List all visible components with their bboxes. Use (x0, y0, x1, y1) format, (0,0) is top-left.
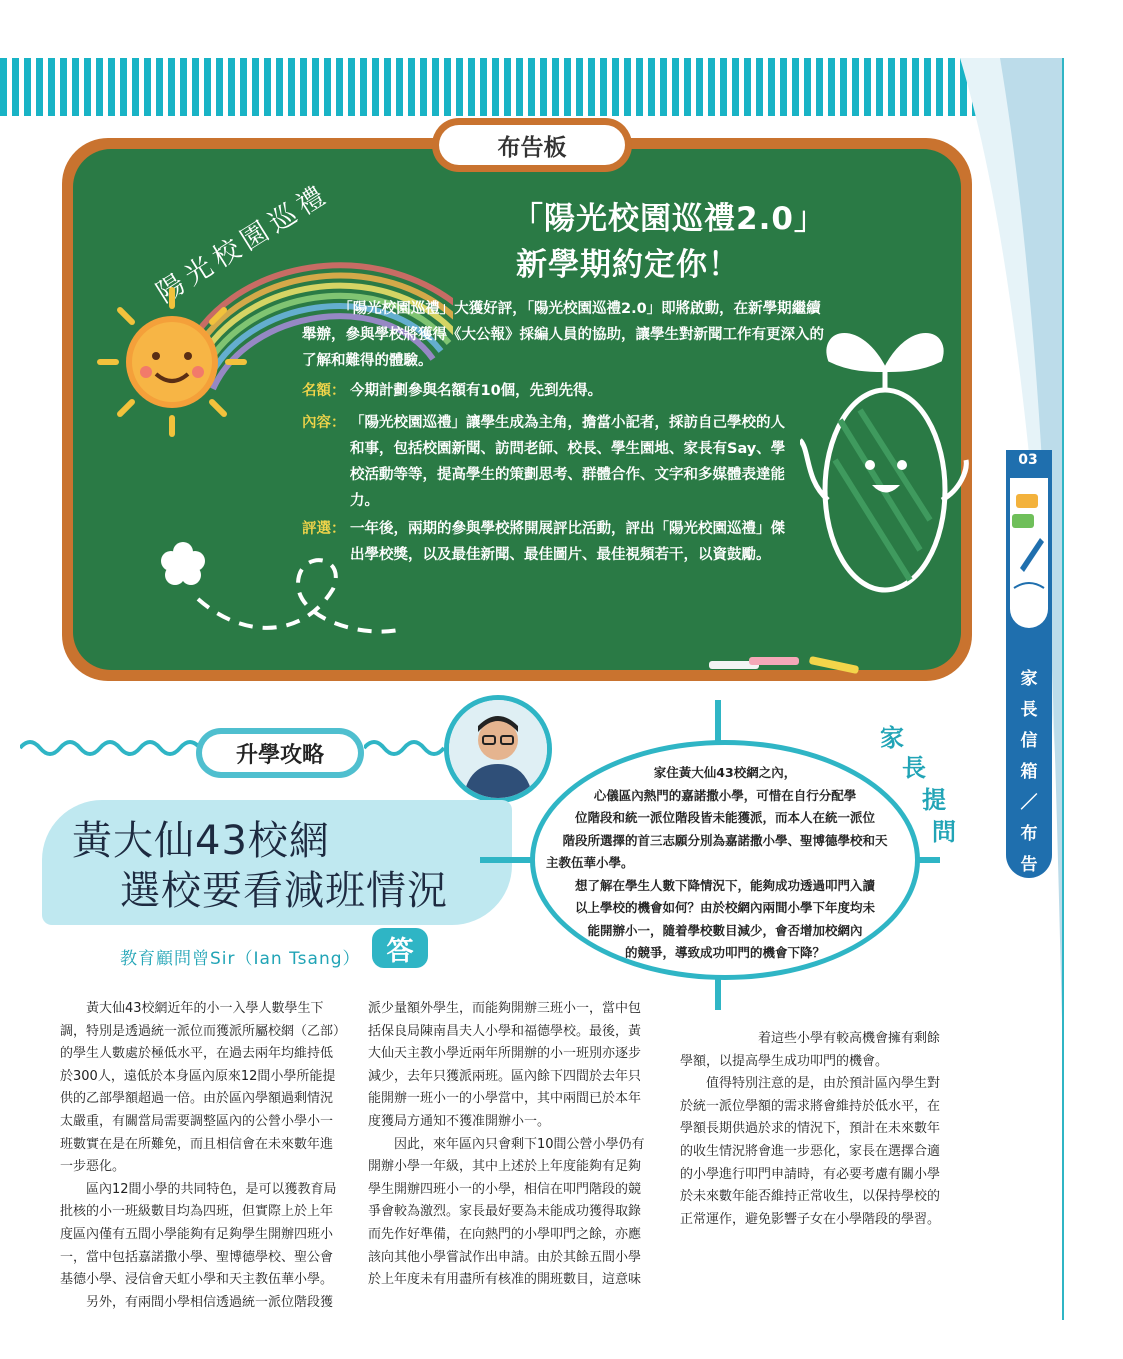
section-tab (196, 728, 364, 778)
side-tab-char: 家 (1020, 669, 1038, 689)
board-item-text: 「陽光校園巡禮」讓學生成為主角，擔當小記者，採訪自己學校的人和事，包括校園新聞、訪問老師、校長、學生園地、家長有Say、學校活動等等，提高學生的策劃思考、群體合作、文字和多媒體表達能力。 (350, 415, 786, 509)
rainbow-title (128, 160, 358, 310)
paragraph: 黃大仙43校網近年的小一入學人數學生下調，特別是透過統一派位而獲派所屬校網（乙部）的學生人數處於極低水平，在過去兩年均維持低於300人，遠低於本身區內原來12間小學所能提供的乙部學額超過一倍。由於區內學額過剩情況太嚴重，有關當局需要調整區內的公營小學小一班數實在是在所難免，而且相信會在未來數年進一步惡化。 (60, 1001, 340, 1175)
chat-bubbles-icon (1010, 478, 1048, 628)
article-column-3 (680, 1028, 950, 1231)
sprout-mascot (800, 300, 970, 620)
side-tab-label (1010, 664, 1048, 912)
wave-decoration-left (20, 728, 200, 768)
board-item-label: 名額： (302, 383, 346, 399)
question-line: 主教伍華小學。 (546, 855, 634, 870)
paragraph: 值得特別注意的是，由於預計區內學生對於統一派位學額的需求將會維持於低水平，在學額長期供過於求的情況下，預計在未來數年的收生情況將會進一步惡化，家長在選擇合適的小學進行叩門申請時，有必要考慮有關小學於未來數年能否維持正常收生，以保持學校的正常運作，避免影響子女在小學階段的學習。 (680, 1076, 941, 1227)
bulletin-board-tab-label: 布告板 (439, 125, 625, 165)
sun-illustration (92, 282, 252, 442)
side-tab-char: 信 (1020, 731, 1038, 751)
side-tab-char: 板 (1020, 886, 1038, 906)
question-line: 家住黃大仙43校網之內， (653, 765, 797, 780)
question-line: 的競爭，導致成功叩門的機會下降？ (624, 945, 825, 960)
side-tab-char: 告 (1020, 855, 1038, 875)
side-tab-char: ／ (1020, 793, 1038, 813)
page-number: 03 (1018, 452, 1038, 468)
side-tab-char: 長 (1020, 700, 1038, 720)
paragraph: 派少量額外學生，而能夠開辦三班小一，當中包括保良局陳南昌夫人小學和福德學校。最後，黃大仙天主教小學近兩年所開辦的小一班別亦逐步減少，去年只獲派兩班。區內餘下四間於去年只能開辦一班小一的小學當中，其中兩間已於本年度獲局方通知不獲准開辦小一。 (368, 1001, 642, 1129)
side-tab-char: 箱 (1020, 762, 1038, 782)
question-line: 階段所選擇的首三志願分別為嘉諾撒小學、聖博德學校和天 (562, 832, 888, 848)
board-headline-line1: 「陽光校園巡禮2.0」 (512, 201, 826, 237)
paragraph: 因此，來年區內只會剩下10間公營小學仍有開辦小學一年級，其中上述於上年度能夠有足夠學生開辦四班小一的小學，相信在叩門階段的競爭會較為激烈。家長最好要為未能成功獲得取錄而先作好準備，在向熱門的小學叩門之餘，亦應該向其他小學嘗試作出申請。由於其餘五間小學於上年度未有用盡所有核准的開班數目，這意味 (368, 1136, 645, 1288)
question-label (880, 718, 960, 848)
chalk-pieces (709, 653, 869, 683)
board-item-content (302, 410, 792, 514)
question-line: 以上學校的機會如何？由於校網內兩間小學下年度均未 (574, 900, 875, 915)
board-item-label: 評選： (302, 521, 346, 537)
paragraph: 着這些小學有較高機會擁有剩餘學額，以提高學生成功叩門的機會。 (680, 1031, 941, 1069)
question-label-char: 提 (922, 786, 946, 814)
paragraph: 另外，有兩間小學相信透過統一派位階段獲 (86, 1294, 334, 1310)
board-item-text: 今期計劃參與名額有10個，先到先得。 (350, 383, 603, 399)
wave-decoration-right (364, 728, 454, 768)
rainbow-title-text: 陽光校園巡禮 (151, 177, 336, 310)
page-edge-rule (1062, 58, 1064, 1320)
article-title-line1: 黃大仙43校網 (72, 818, 330, 864)
article-column-2 (368, 998, 650, 1292)
article-column-1 (60, 998, 340, 1314)
question-text (540, 762, 910, 965)
question-line: 心儀區內熱門的嘉諾撒小學，可惜在自行分配學 (593, 787, 857, 803)
board-item-quota (302, 378, 792, 404)
paragraph: 區內12間小學的共同特色，是可以獲教育局批核的小一班級數目均為四班，但實際上於上年度區內僅有五間小學能夠有足夠學生開辦四班小一，當中包括嘉諾撒小學、聖博德學校、聖公會基德小學、浸信會天虹小學和天主教伍華小學。 (60, 1181, 337, 1288)
board-item-label: 內容： (302, 415, 346, 431)
bulletin-board-tab (432, 118, 632, 172)
section-tab-label: 升學攻略 (202, 734, 358, 772)
article-title (72, 816, 448, 916)
top-stripe-band (0, 58, 1000, 116)
board-headline-line2: 新學期約定你！ (516, 247, 740, 283)
answer-badge: 答 (372, 928, 428, 968)
board-intro: 「陽光校園巡禮」大獲好評，「陽光校園巡禮2.0」即將啟動，在新學期繼續舉辦，參與學校將獲得《大公報》採編人員的協助，讓學生對新聞工作有更深入的了解和難得的體驗。 (302, 301, 824, 369)
question-line: 想了解在學生人數下降情況下，能夠成功透過叩門入讀 (574, 877, 875, 893)
question-label-char: 長 (902, 754, 926, 782)
board-item-selection (302, 516, 792, 568)
board-item-text: 一年後，兩期的參與學校將開展評比活動，評出「陽光校園巡禮」傑出學校獎，以及最佳新聞、最佳圖片、最佳視頻若干，以資鼓勵。 (350, 521, 785, 563)
question-label-char: 問 (932, 818, 956, 846)
question-label-char: 家 (880, 724, 904, 752)
article-author: 教育顧問曾Sir（Ian Tsang） (120, 949, 361, 969)
question-line: 位階段和統一派位階段皆未能獲派，而本人在統一派位 (574, 810, 875, 825)
board-headline (512, 196, 826, 288)
article-title-line2: 選校要看減班情況 (120, 868, 448, 914)
side-icon-panel (1010, 478, 1048, 628)
question-line: 能開辦小一，隨着學校數目減少，會否增加校網內 (587, 922, 863, 938)
side-tab-char: 布 (1020, 824, 1038, 844)
